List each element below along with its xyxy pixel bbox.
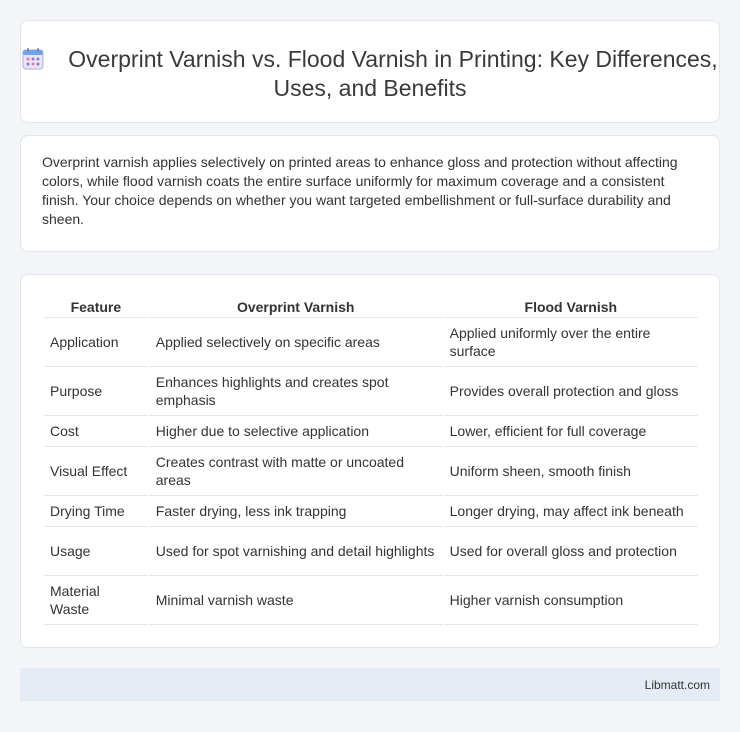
table-row (44, 527, 698, 576)
flood-cell: Applied uniformly over the entire surface (444, 318, 698, 367)
column-header-flood: Flood Varnish (444, 296, 698, 318)
comparison-card (20, 274, 720, 648)
flood-cell: Uniform sheen, smooth finish (444, 447, 698, 496)
table-row (44, 318, 698, 367)
feature-cell: Material Waste (44, 576, 148, 625)
feature-cell: Application (44, 318, 148, 367)
page-title-row (21, 45, 719, 103)
feature-cell: Drying Time (44, 496, 148, 527)
table-row (44, 496, 698, 527)
overprint-cell: Applied selectively on specific areas (150, 318, 442, 367)
overprint-cell: Enhances highlights and creates spot emphasis (150, 367, 442, 416)
flood-cell: Higher varnish consumption (444, 576, 698, 625)
flood-cell: Provides overall protection and gloss (444, 367, 698, 416)
overprint-cell: Creates contrast with matte or uncoated areas (150, 447, 442, 496)
overprint-cell: Faster drying, less ink trapping (150, 496, 442, 527)
intro-card (20, 135, 720, 252)
table-row (44, 416, 698, 447)
table-header-row (44, 296, 698, 318)
comparison-table (42, 296, 700, 625)
table-row (44, 367, 698, 416)
title-card (20, 20, 720, 123)
calendar-icon (22, 48, 44, 70)
flood-cell: Used for overall gloss and protection (444, 527, 698, 576)
footer-bar (20, 668, 720, 701)
feature-cell: Purpose (44, 367, 148, 416)
intro-paragraph: Overprint varnish applies selectively on printed areas to enhance gloss and protection without affecting colors, while flood varnish coats the entire surface uniformly for maximum coverage and a consistent finish. Your choice depends on whether you want targeted embellishment or full-surface durability and sheen. (42, 154, 678, 227)
feature-cell: Cost (44, 416, 148, 447)
flood-cell: Lower, efficient for full coverage (444, 416, 698, 447)
overprint-cell: Minimal varnish waste (150, 576, 442, 625)
overprint-cell: Used for spot varnishing and detail highlights (150, 527, 442, 576)
table-row (44, 576, 698, 625)
column-header-overprint: Overprint Varnish (150, 296, 442, 318)
table-row (44, 447, 698, 496)
column-header-feature: Feature (44, 296, 148, 318)
flood-cell: Longer drying, may affect ink beneath (444, 496, 698, 527)
overprint-cell: Higher due to selective application (150, 416, 442, 447)
footer-source: Libmatt.com (644, 678, 710, 692)
feature-cell: Usage (44, 527, 148, 576)
feature-cell: Visual Effect (44, 447, 148, 496)
page-title: Overprint Varnish vs. Flood Varnish in Printing: Key Differences, Uses, and Benefits (68, 46, 718, 101)
